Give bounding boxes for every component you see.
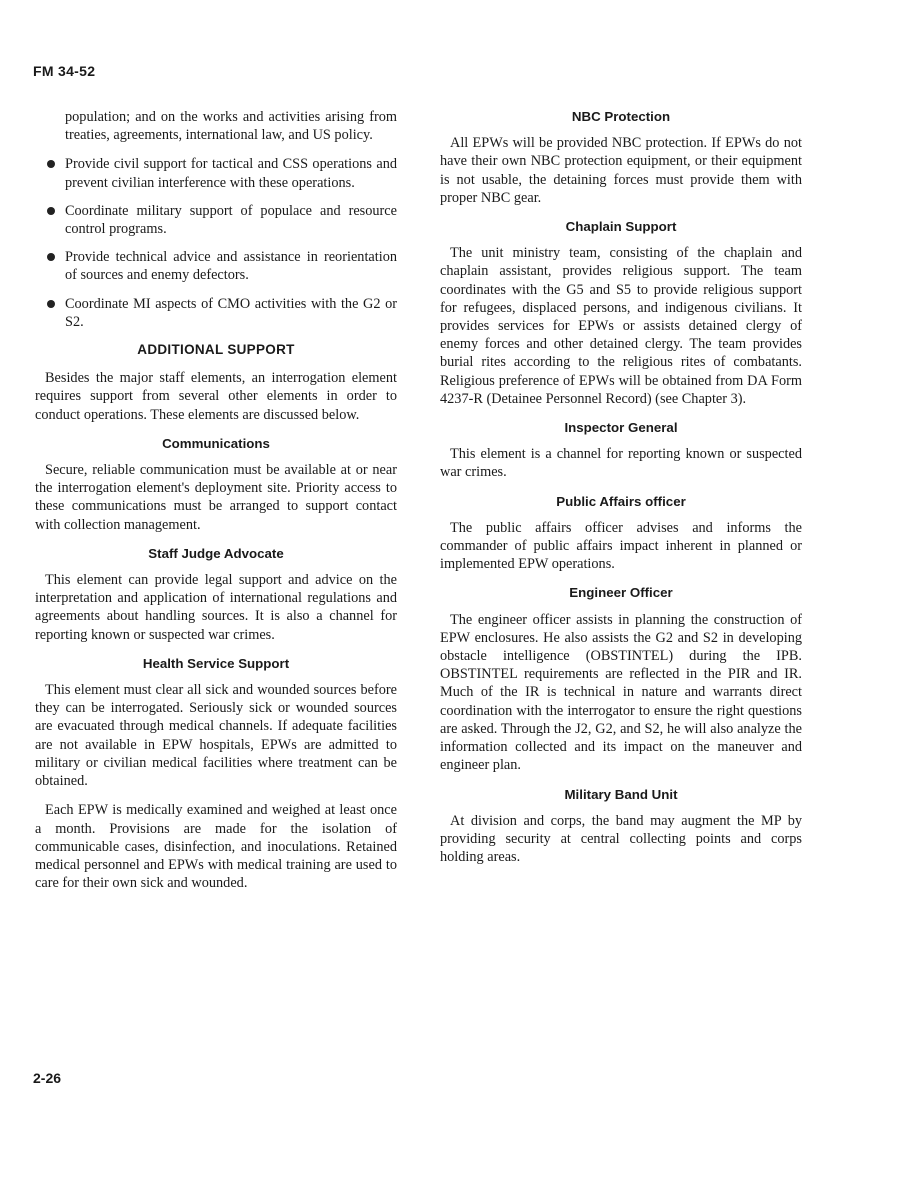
- public-affairs-officer-heading: Public Affairs officer: [556, 493, 686, 509]
- bullet-icon: [47, 160, 55, 168]
- chaplain-support-text: The unit ministry team, consisting of the chaplain and chaplain assistant, provides religious support. The team coordinates with the G5 and S5 to provide religious support for refugees, displaced persons, and indigenous civilians. It provides services for EPWs or assists detained clergy of enemy forces and other detained clergy. The team provides burial rites according to the religious rites of combatants. Religious preference of EPWs will be obtained from DA Form 4237-R (Detainee Personnel Record) (see Chapter 3).: [440, 245, 802, 407]
- inspector-general-text: This element is a channel for reporting known or suspected war crimes.: [440, 446, 802, 481]
- bullet-icon: [47, 253, 55, 261]
- bullet-item: [35, 202, 397, 238]
- additional-support-heading: ADDITIONAL SUPPORT: [137, 342, 295, 358]
- bullet-item: [35, 295, 397, 331]
- nbc-protection-text: All EPWs will be provided NBC protection. If EPWs do not have their own NBC protection equipment, or their equipment is not usable, the detaining forces must provide them with proper NBC gear.: [440, 135, 802, 206]
- health-service-support-text-2: Each EPW is medically examined and weighed at least once a month. Provisions are made for the isolation of communicable cases, disinfection, and inoculations. Retained medical personnel and EPWs with medical training are used to care for their own sick and wounded.: [35, 802, 397, 892]
- public-affairs-officer-text: The public affairs officer advises and informs the commander of public affairs impact inherent in planned or implemented EPW operations.: [440, 519, 802, 573]
- bullet-text: Provide civil support for tactical and CSS operations and prevent civilian interference with these operations.: [65, 156, 397, 191]
- nbc-protection-heading: NBC Protection: [571, 109, 671, 124]
- bullet-icon: [47, 207, 55, 215]
- inspector-general-heading: Inspector General: [564, 420, 678, 436]
- staff-judge-advocate-heading: Staff Judge Advocate: [148, 545, 284, 561]
- left-column: [35, 108, 397, 903]
- bullet-text: Provide technical advice and assistance in reorientation of sources and enemy defectors.: [65, 249, 397, 284]
- engineer-officer-heading: Engineer Officer: [569, 585, 673, 601]
- intro-continuation: population; and on the works and activities arising from treaties, agreements, international law, and US policy.: [65, 109, 397, 144]
- page-number: 2-26: [33, 1070, 62, 1086]
- health-service-support-text-1: This element must clear all sick and wounded sources before they can be interrogated. Seriously sick or wounded sources are evacuated through medical channels. If adequate facilities are not available in EPW hospitals, EPWs are admitted to military or civilian medical facilities where treatment can be obtained.: [35, 682, 397, 790]
- military-band-unit-heading: Military Band Unit: [564, 786, 678, 802]
- bullet-list: [35, 155, 397, 331]
- bullet-text: Coordinate MI aspects of CMO activities with the G2 or S2.: [65, 295, 397, 330]
- communications-heading: Communications: [162, 435, 270, 451]
- communications-text: Secure, reliable communication must be available at or near the interrogation element's deployment site. Priority access to these communications must be arranged to support contact with collection management.: [35, 462, 397, 533]
- health-service-support-heading: Health Service Support: [142, 655, 290, 671]
- chaplain-support-heading: Chaplain Support: [565, 219, 677, 235]
- staff-judge-advocate-text: This element can provide legal support and advice on the interpretation and application of international regulations and agreements about handling sources. It is also a channel for reporting known or suspected war crimes.: [35, 572, 397, 643]
- bullet-item: [35, 155, 397, 191]
- manual-id: FM 34-52: [33, 63, 96, 79]
- bullet-icon: [47, 300, 55, 308]
- bullet-item: [35, 248, 397, 284]
- engineer-officer-text: The engineer officer assists in planning the construction of EPW enclosures. He also assists the G2 and S2 in developing obstacle intelligence (OBSTINTEL) during the IPB. OBSTINTEL requirements are reflected in the PIR and IR. Much of the IR is technical in nature and warrants direct coordination with the interrogator to ensure the right questions are asked. Through the J2, G2, and S2, he will also analyze the information collected and its impact on the maneuver and engineer plan.: [440, 611, 802, 774]
- right-column: [440, 108, 802, 877]
- military-band-unit-text: At division and corps, the band may augment the MP by providing security at central collecting points and corps holding areas.: [440, 812, 802, 866]
- additional-support-text: Besides the major staff elements, an interrogation element requires support from several other elements in order to conduct operations. These elements are discussed below.: [35, 370, 397, 423]
- bullet-text: Coordinate military support of populace and resource control programs.: [65, 202, 397, 238]
